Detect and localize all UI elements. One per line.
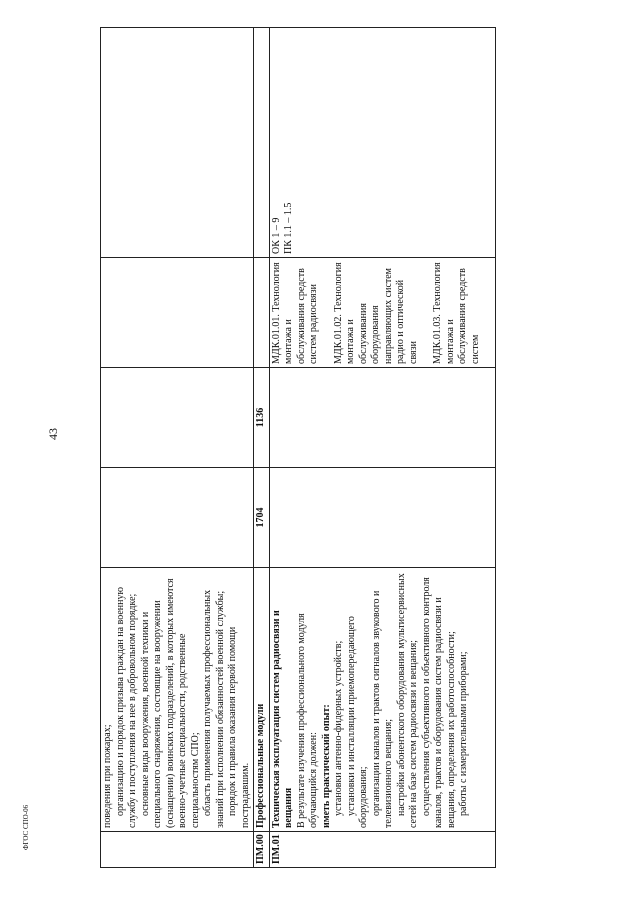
list-item: установки и инсталляции приемопередающего оборудования; [345,616,369,828]
pm01-hours-mandatory [269,368,496,468]
table-row-continuation [101,28,254,868]
table-row-pm01 [269,28,496,868]
competency-item: ОК 1 – 9 [270,217,282,254]
description-cell [101,568,254,832]
pm01-experience-label: иметь практический опыт: [320,704,332,828]
pm01-competencies [269,28,496,258]
course-cell [101,258,254,368]
list-item: организацию и порядок призыва граждан на военную службу и поступления на нее в добровольном порядке; [114,587,138,828]
curriculum-table [100,27,496,868]
course-item: МДК.01.03. Технология монтажа и обслуживания средств систем [432,262,481,364]
table-row-pm00 [254,28,270,868]
competency-cell [101,28,254,258]
pm00-code: ПМ.00 [254,832,270,868]
list-item: область применения получаемых профессиональных знаний при исполнении обязанностей военной службы; [202,589,226,828]
pm00-course [254,258,270,368]
list-item: осуществления субъективного и объективного контроля каналов, трактов и оборудования систем радиосвязи и вещания, определения их работоспособности; [420,577,457,828]
pm01-hours-total [269,468,496,568]
list-item: организации каналов и трактов сигналов звукового и телевизионного вещания; [370,590,394,828]
pm00-name: Профессиональные модули [254,568,270,832]
list-item: установки антенно-фидерных устройств; [333,640,344,816]
list-item: настройки абонентского оборудования мультисервисных сетей на базе систем радиосвязи и вещания; [395,573,419,828]
pm01-intro: В результате изучения профессионального модуля обучающийся должен: [295,613,319,828]
course-item: МДК.01.01. Технология монтажа и обслуживания средств систем радиосвязи [270,262,319,364]
pm01-code: ПМ.01 [269,832,496,868]
competency-item: ПК 1.1 – 1.5 [283,202,294,254]
page-number: 43 [46,428,60,440]
hours-mandatory-cell [101,368,254,468]
list-item: порядок и правила оказания первой помощи пострадавшим. [227,626,251,828]
code-cell [101,832,254,868]
document-footer: ФГОС СПО-06 [22,804,30,850]
pm00-competency [254,28,270,258]
list-item: основные виды вооружения, военной техники и специального снаряжения, состоящие на вооружении (оснащении) воинских подразделений, в которых имеются военно-учетные специальности, родственные специальностям СПО; [139,578,201,828]
list-item: поведения при пожарах; [102,724,113,828]
list-item: работы с измерительными приборами; [458,651,469,816]
pm01-courses [269,258,496,368]
curriculum-table-wrapper [100,28,580,868]
course-item: МДК.01.02. Технология монтажа и обслуживания оборудования направляющих систем радио и оптической связи [332,262,419,364]
pm01-description [269,568,496,832]
hours-total-cell [101,468,254,568]
pm00-hours-total: 1704 [254,468,270,568]
pm00-hours-mandatory: 1136 [254,368,270,468]
pm01-title: Техническая эксплуатация систем радиосвязи и вещания [270,610,294,828]
